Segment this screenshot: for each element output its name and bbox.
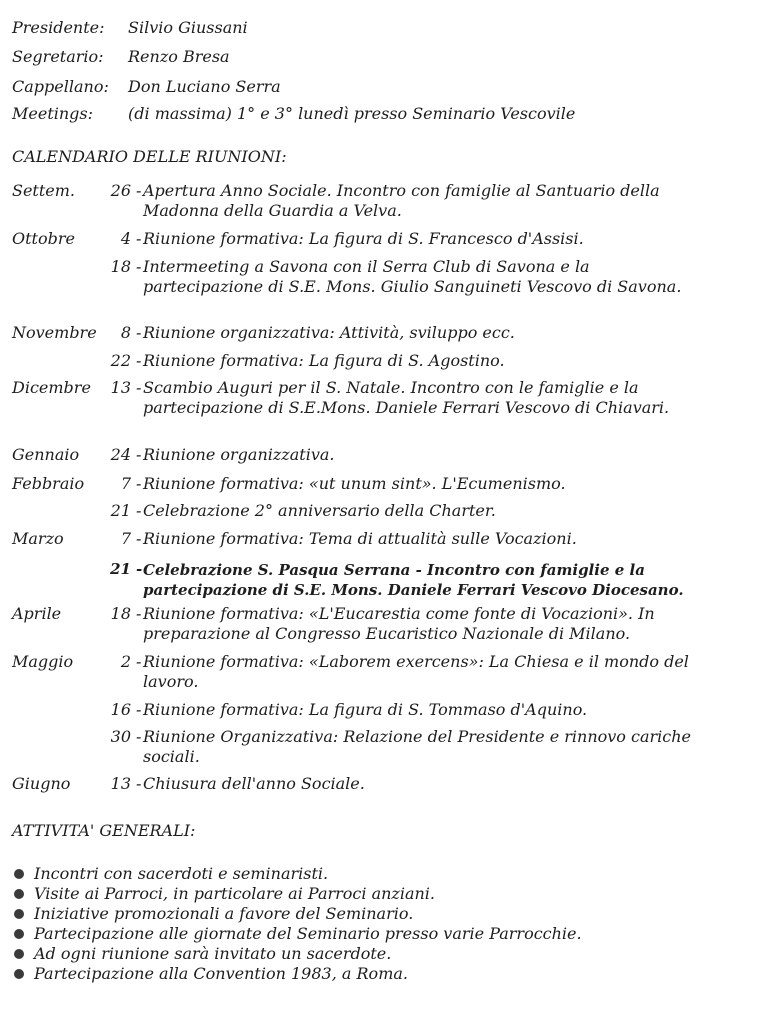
calendar-title: CALENDARIO DELLE RIUNIONI:: [12, 147, 287, 166]
entry-text: Riunione organizzativa.: [143, 445, 335, 464]
entry-day: 4: [120, 229, 131, 248]
bullet-icon: [14, 909, 24, 919]
entry-month: Aprile: [12, 604, 62, 623]
entry-day: 24: [110, 445, 131, 464]
activity-text: Partecipazione alla Convention 1983, a Roma.: [34, 964, 408, 983]
entry-day: 21: [110, 560, 131, 578]
entry-month: Settem.: [12, 181, 76, 200]
entry-day: 18: [110, 604, 131, 623]
presidente-value: Silvio Giussani: [128, 18, 248, 37]
entry-text: Intermeeting a Savona con il Serra Club di Savona e la partecipazione di S.E. Mons. Giulio Sanguineti Vescovo di Savona.: [143, 257, 682, 296]
cappellano-value: Don Luciano Serra: [128, 77, 281, 96]
meetings-value: (di massima) 1° e 3° lunedì presso Seminario Vescovile: [128, 104, 576, 123]
entry-day: 7: [120, 529, 131, 548]
entry-dash: -: [136, 774, 142, 793]
entry-text: Riunione formativa: La figura di S. Tommaso d'Aquino.: [143, 700, 588, 719]
entry-text: Riunione formativa: «ut unum sint». L'Ecumenismo.: [143, 474, 566, 493]
entry-day: 18: [110, 257, 131, 276]
entry-text: Riunione organizzativa: Attività, sviluppo ecc.: [143, 323, 515, 342]
entry-month: Febbraio: [12, 474, 85, 493]
entry-month: Novembre: [12, 323, 97, 342]
entry-text: Riunione formativa: Tema di attualità sulle Vocazioni.: [143, 529, 577, 548]
entry-dash: -: [136, 181, 142, 200]
entry-month: Gennaio: [12, 445, 80, 464]
entry-dash: -: [136, 700, 142, 719]
entry-day: 21: [110, 501, 131, 520]
bullet-icon: [14, 869, 24, 879]
entry-day: 8: [120, 323, 131, 342]
entry-text: Celebrazione S. Pasqua Serrana - Incontro con famiglie e la partecipazione di S.E. Mons. Daniele Ferrari Vescovo Diocesano.: [143, 561, 684, 599]
entry-day: 2: [120, 652, 131, 671]
bullet-icon: [14, 889, 24, 899]
entry-text: Riunione formativa: La figura di S. Agostino.: [143, 351, 505, 370]
entry-month: Maggio: [12, 652, 74, 671]
entry-dash: -: [136, 604, 142, 623]
entry-dash: -: [136, 257, 142, 276]
entry-text: Apertura Anno Sociale. Incontro con famiglie al Santuario della Madonna della Guardia a Velva.: [143, 181, 660, 220]
activities-title: ATTIVITA' GENERALI:: [12, 821, 196, 840]
activity-text: Iniziative promozionali a favore del Seminario.: [34, 904, 414, 923]
entry-month: Marzo: [12, 529, 64, 548]
meetings-label: Meetings:: [12, 104, 94, 123]
activity-text: Incontri con sacerdoti e seminaristi.: [34, 864, 329, 883]
entry-day: 22: [110, 351, 131, 370]
entry-dash: -: [136, 529, 142, 548]
entry-day: 13: [110, 378, 131, 397]
entry-dash: -: [136, 501, 142, 520]
entry-day: 30: [110, 727, 131, 746]
entry-dash: -: [136, 351, 142, 370]
entry-day: 13: [110, 774, 131, 793]
entry-text: Chiusura dell'anno Sociale.: [143, 774, 365, 793]
entry-dash: -: [136, 560, 143, 578]
presidente-label: Presidente:: [12, 18, 105, 37]
cappellano-label: Cappellano:: [12, 77, 109, 96]
entry-month: Giugno: [12, 774, 71, 793]
entry-month: Dicembre: [12, 378, 91, 397]
entry-dash: -: [136, 727, 142, 746]
bullet-icon: [14, 929, 24, 939]
entry-month: Ottobre: [12, 229, 75, 248]
entry-text: Celebrazione 2° anniversario della Charter.: [143, 501, 496, 520]
entry-dash: -: [136, 445, 142, 464]
segretario-label: Segretario:: [12, 47, 104, 66]
activity-text: Partecipazione alle giornate del Seminario presso varie Parrocchie.: [34, 924, 582, 943]
entry-dash: -: [136, 323, 142, 342]
entry-dash: -: [136, 229, 142, 248]
entry-day: 26: [110, 181, 131, 200]
entry-text: Scambio Auguri per il S. Natale. Incontro con le famiglie e la partecipazione di S.E.Mons. Daniele Ferrari Vescovo di Chiavari.: [143, 378, 670, 417]
activity-text: Visite ai Parroci, in particolare ai Parroci anziani.: [34, 884, 436, 903]
bullet-icon: [14, 949, 24, 959]
segretario-value: Renzo Bresa: [128, 47, 230, 66]
entry-text: Riunione formativa: La figura di S. Francesco d'Assisi.: [143, 229, 584, 248]
entry-text: Riunione formativa: «Laborem exercens»: La Chiesa e il mondo del lavoro.: [143, 652, 689, 691]
entry-text: Riunione formativa: «L'Eucarestia come fonte di Vocazioni». In preparazione al Congresso Eucaristico Nazionale di Milano.: [143, 604, 655, 643]
entry-text: Riunione Organizzativa: Relazione del Presidente e rinnovo cariche sociali.: [143, 727, 692, 766]
bullet-icon: [14, 969, 24, 979]
entry-day: 7: [120, 474, 131, 493]
entry-dash: -: [136, 474, 142, 493]
activity-text: Ad ogni riunione sarà invitato un sacerdote.: [34, 944, 392, 963]
entry-dash: -: [136, 378, 142, 397]
entry-dash: -: [136, 652, 142, 671]
entry-day: 16: [110, 700, 131, 719]
